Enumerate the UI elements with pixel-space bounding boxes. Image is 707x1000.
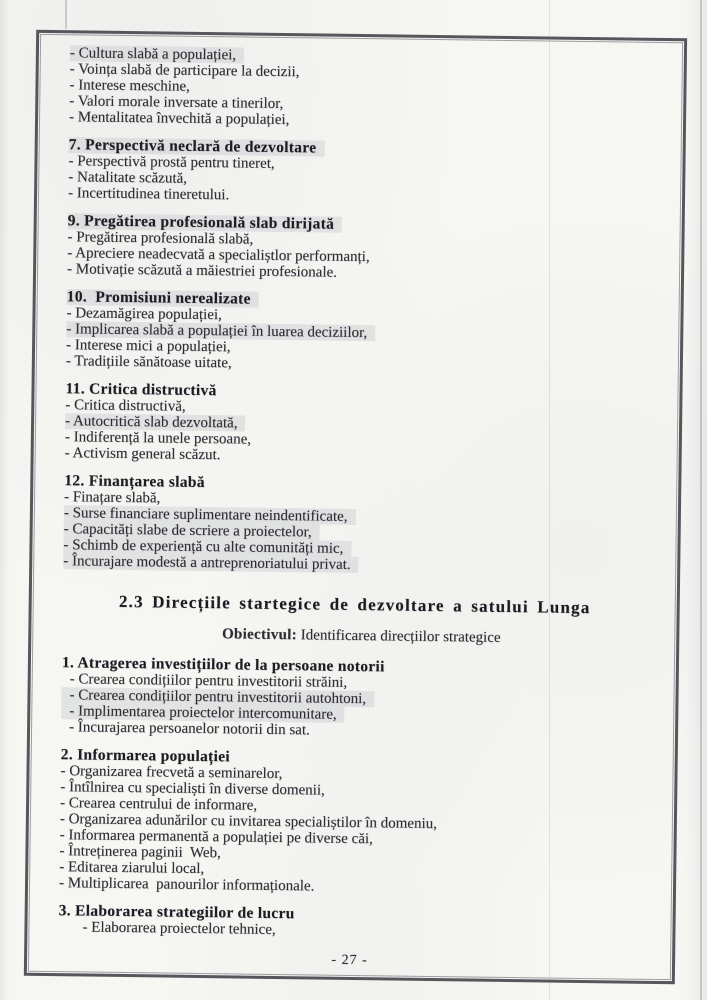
list-item: - Interese meschine, — [69, 77, 190, 95]
section-heading: 1. Atragerea investițiilor de la persoane notorii — [61, 654, 385, 676]
section-heading: 7. Perspectivă neclară de dezvoltare — [69, 137, 325, 156]
list-item: - Încurajare modestă a antreprenoriatului privat. — [63, 553, 359, 573]
strategic-directions-list — [58, 655, 660, 943]
list-item: - Apreciere neadecvată a specialiștlor performanți, — [67, 245, 370, 266]
objective-label: Obiectivul: — [221, 626, 298, 644]
list-item: - Perspectivă prostă pentru tineret, — [68, 153, 275, 172]
scan-artifact-line — [549, 0, 550, 1000]
list-item: - Tradițiile sănătoase uitate, — [65, 353, 232, 372]
section-heading: 10. Promisiuni nerealizate — [67, 289, 259, 308]
list-item: - Motivație scăzută a măiestriei profesionale. — [66, 261, 338, 281]
list-item: - Întîlnirea cu specialiști în diverse domenii, — [60, 779, 325, 799]
chapter-objective — [62, 624, 660, 649]
page-border-frame — [24, 30, 687, 984]
section-block — [69, 45, 668, 133]
list-item: - Crearea centrului de informare, — [59, 795, 258, 814]
page-number: - 27 - — [331, 952, 368, 969]
section-block — [65, 381, 664, 469]
objective-text: Identificarea direcțiilor strategice — [296, 627, 501, 646]
list-item: - Implimentarea proiectelor intercomunitare, — [61, 703, 345, 723]
chapter-title: 2.3 Direcțiile startegice de dezvoltare a satului Lunga — [118, 591, 591, 618]
page-content — [58, 45, 668, 955]
list-item: - Dezamăgirea populației, — [66, 305, 222, 324]
list-item: - Critica distructivă, — [65, 397, 186, 415]
list-item: - Autocritică slab dezvoltată, — [65, 413, 246, 431]
scan-right-edge-band — [685, 0, 707, 1000]
section-heading: 3. Elaborarea strategiilor de lucru — [58, 902, 295, 923]
list-item: - Multiplicarea panourilor informaționale. — [58, 875, 315, 895]
list-item: - Cultura slabă a populației, — [70, 45, 244, 63]
section-heading: 11. Critica distructivă — [65, 380, 217, 400]
section-heading: 9. Pregătirea profesională slab dirijată — [68, 213, 343, 233]
list-item: - Elaborarea proiectelor tehnice, — [82, 919, 276, 938]
section-block — [58, 903, 656, 943]
list-item: - Informarea permanentă a populației pe diverse căi, — [59, 827, 373, 848]
list-item: - Implicarea slabă a populației în luarea deciziilor, — [66, 321, 375, 341]
section-heading: 2. Informarea populației — [60, 746, 231, 766]
list-item: - Schimb de experiență cu alte comunități mic, — [63, 537, 351, 557]
weakness-sections-list — [63, 45, 668, 577]
list-item: - Interese mici a populației, — [65, 337, 231, 356]
section-block — [68, 137, 667, 209]
list-item: - Mentalitatea învechită a populației, — [68, 109, 290, 129]
section-block — [59, 747, 659, 899]
list-item: - Voința slabă de participare la decizii, — [69, 61, 300, 81]
list-item: - Încurajarea persoanelor notorii din sat. — [68, 719, 310, 739]
scan-right-edge-line — [700, 0, 702, 1000]
section-block — [66, 289, 665, 377]
list-item: - Capacități slabe de scriere a proiectelor, — [64, 521, 320, 540]
list-item: - Indiferență la unele persoane, — [64, 429, 252, 448]
section-block — [61, 655, 660, 743]
list-item: - Surse financiare suplimentare neindentificate, — [64, 505, 356, 525]
list-item: - Natalitate scăzută, — [68, 169, 188, 187]
list-item: - Crearea condițiilor pentru investitorii străini, — [69, 671, 348, 691]
section-heading: 12. Finanțarea slabă — [64, 472, 205, 492]
section-block — [63, 473, 662, 577]
list-item: - Organizarea frecvetă a seminarelor, — [60, 763, 283, 783]
list-item: - Crearea condițiilor pentru investitorii autohtoni, — [61, 687, 374, 707]
list-item: - Organizarea adunărilor cu invitarea specialiștilor în domeniu, — [59, 811, 438, 833]
section-block — [67, 213, 666, 285]
scan-left-shade — [0, 0, 9, 1000]
list-item: - Editarea ziarului local, — [59, 859, 205, 878]
list-item: - Activism general scăzut. — [64, 445, 221, 464]
scan-artifact-mark — [65, 0, 67, 29]
list-item: - Incertitudinea tineretului. — [67, 185, 230, 204]
list-item: - Pregătirea profesională slabă, — [67, 229, 254, 248]
list-item: - Finațare slabă, — [63, 489, 161, 507]
list-item: - Valori morale inversate a tinerilor, — [69, 93, 284, 113]
list-item: - Întreținerea paginii Web, — [59, 843, 221, 862]
